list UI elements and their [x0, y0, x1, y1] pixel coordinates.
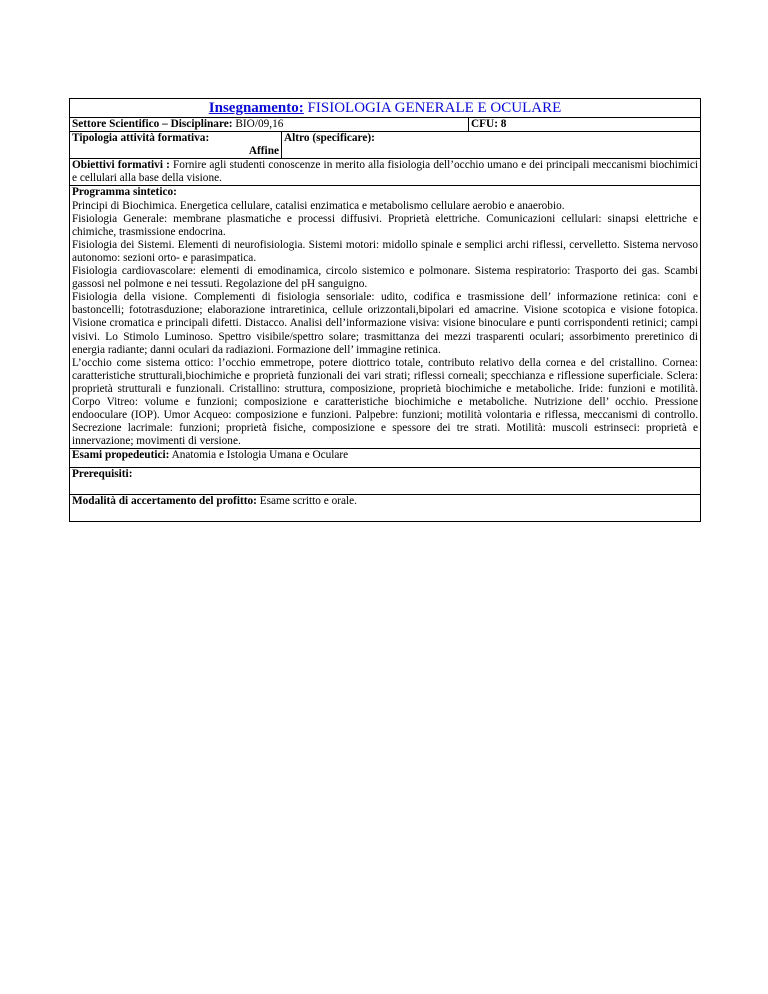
- programma-paragraph: Fisiologia della visione. Complementi di fisiologia sensoriale: udito, codifica e trasmissione dell’ informazione retinica: coni e bastoncelli; fototrasduzione; elaborazione intraretinica, cellule orizzontali,bipolari ed amacrine. Visione scotopica e visione fotopica. Visione cromatica e principali difetti. Distacco. Analisi dell’informazione visiva: visione binoculare e punti corrispondenti retinici; campi visivi. Lo Stimolo Luminoso. Spettro visibile/spettro solare; trasmittanza dei mezzi trasparenti oculari; assorbimento preretinico di energia radiante; danni oculari da radiazioni. Formazione dell’ immagine retinica.: [72, 291, 699, 356]
- esami-row: [70, 449, 701, 468]
- esami-label: Esami propedeutici:: [72, 449, 170, 462]
- modalita-label: Modalità di accertamento del profitto:: [72, 495, 257, 508]
- modalita-row: [70, 495, 701, 522]
- programma-paragraph: L’occhio come sistema ottico: l’occhio emmetrope, potere diottrico totale, contributo relativo della cornea e del cristallino. Cornea: caratteristiche strutturali,biochimiche e proprietà funzionali dei vari strati; riflessi corneali; specchianza e riflessione superficiale. Sclera: proprietà strutturali e funzionali. Cristallino: struttura, composizione, proprietà biochimiche e metaboliche. Iride: funzioni e motilità. Corpo Vitreo: volume e funzioni; composizione e caratteristiche biochimiche e metaboliche. Nutrizione dell’ occhio. Pressione endooculare (IOP). Umor Acqueo: composizione e funzioni. Palpebre: funzioni; motilità volontaria e riflessa, meccanismi di controllo. Secrezione lacrimale: funzioni; proprietà fisiche, composizione e spessore dei tre strati. Motilità: muscoli estrinseci: proprietà e innervazione; movimenti di versione.: [72, 356, 699, 448]
- course-title-value: FISIOLOGIA GENERALE E OCULARE: [307, 100, 562, 116]
- cfu-label: CFU: 8: [471, 118, 507, 130]
- course-title: [70, 99, 701, 118]
- programma-label: Programma sintetico:: [72, 186, 177, 199]
- cfu-cell: [469, 118, 701, 132]
- esami-value: Anatomia e Istologia Umana e Oculare: [171, 449, 349, 462]
- settore-cell: [70, 118, 469, 132]
- settore-value: BIO/09,16: [235, 118, 284, 130]
- prerequisiti-label: Prerequisiti:: [72, 468, 133, 481]
- obiettivi-row: [70, 159, 701, 186]
- prerequisiti-row: [70, 468, 701, 495]
- settore-row: [70, 118, 701, 132]
- altro-label: Altro (specificare):: [284, 132, 375, 145]
- programma-cell: [70, 186, 701, 449]
- settore-label: Settore Scientifico – Disciplinare:: [72, 118, 233, 130]
- course-table: [69, 98, 701, 522]
- programma-paragraph: Fisiologia Generale: membrane plasmatiche e processi diffusivi. Proprietà elettriche. Comunicazioni cellulari: sinapsi elettriche e chimiche, trasmissione endocrina.: [72, 212, 699, 238]
- obiettivi-label: Obiettivi formativi :: [72, 159, 170, 172]
- tipologia-cell: [70, 132, 282, 159]
- programma-paragraph: Principi di Biochimica. Energetica cellulare, catalisi enzimatica e metabolismo cellulare aerobio e anaerobio.: [72, 199, 565, 212]
- tipologia-value: Affine: [248, 145, 279, 158]
- programma-row: [70, 186, 701, 449]
- title-row: [70, 99, 701, 118]
- modalita-value: Esame scritto e orale.: [259, 495, 357, 508]
- tipologia-label: Tipologia attività formativa:: [72, 132, 210, 145]
- esami-cell: [70, 449, 701, 468]
- altro-cell: [282, 132, 701, 159]
- programma-paragraph: Fisiologia dei Sistemi. Elementi di neurofisiologia. Sistemi motori: midollo spinale e semplici archi riflessi, cervelletto. Sistema nervoso autonomo: sezioni orto- e parasimpatica.: [72, 238, 699, 264]
- modalita-cell: [70, 495, 701, 522]
- tipologia-row: [70, 132, 701, 159]
- obiettivi-cell: [70, 159, 701, 186]
- obiettivi-text: Fornire agli studenti conoscenze in merito alla fisiologia dell’occhio umano e dei principali meccanismi biochimici e cellulari alla base della visione.: [72, 159, 699, 185]
- course-title-label: Insegnamento:: [208, 100, 304, 116]
- prerequisiti-cell: [70, 468, 701, 495]
- programma-paragraph: Fisiologia cardiovascolare: elementi di emodinamica, circolo sistemico e polmonare. Sistema respiratorio: Trasporto dei gas. Scambi gassosi nel polmone e nei tessuti. Regolazione del pH sanguigno.: [72, 265, 699, 291]
